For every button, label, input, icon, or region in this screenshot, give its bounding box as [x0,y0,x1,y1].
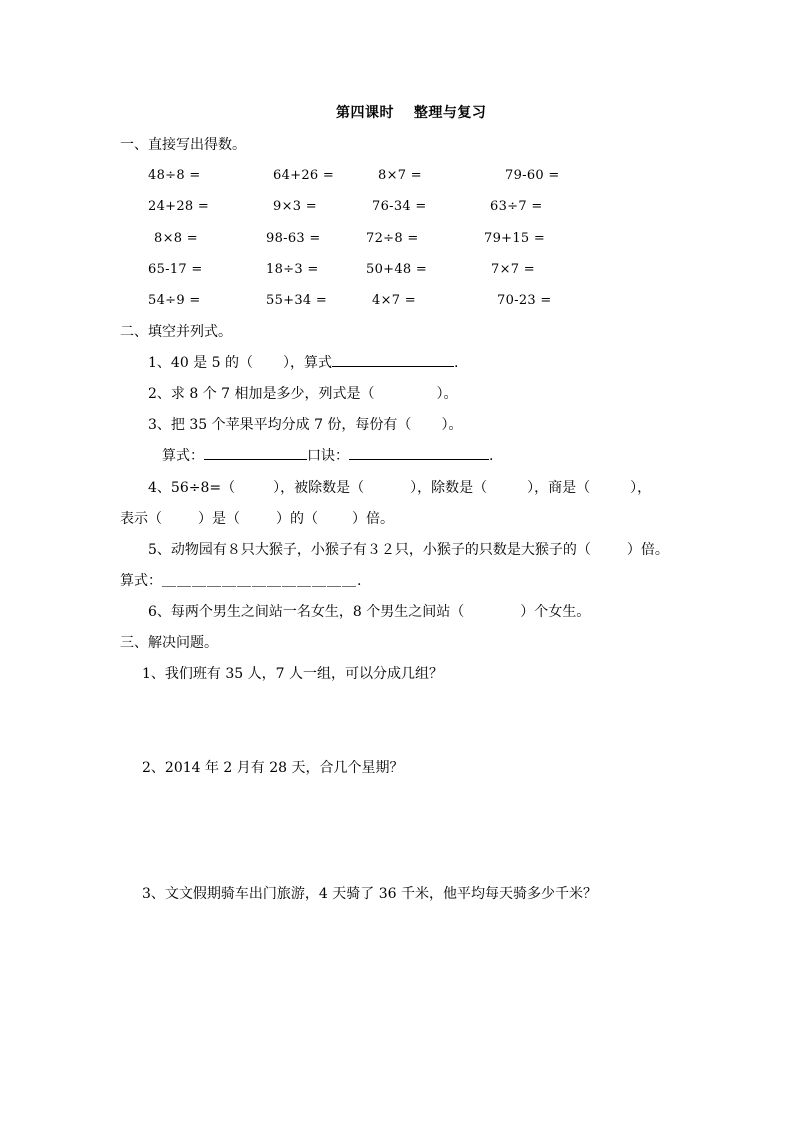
section-1-heading: 一、直接写出得数。 [120,137,246,153]
q3b-label-rhyme: 口诀： [307,448,349,464]
calc-item: 9×3 = [273,199,317,214]
problem-3: 3、文文假期骑车出门旅游，4 天骑了 36 千米，他平均每天骑多少千米？ [142,886,597,902]
q5-text-a: 5、动物园有８只大猴子，小猴子有３２只，小猴子的只数是大猴子的（ [148,542,591,558]
q4-text-d: ），商是（ [527,480,591,496]
section-3-heading: 三、解决问题。 [120,635,218,651]
question-2-5-formula [120,572,361,590]
calc-item: 50+48 = [366,262,428,277]
calc-item: 7×7 = [491,262,535,277]
question-2-3-lines [162,447,493,465]
question-2-4-cont [120,510,394,528]
calc-item: 8×8 = [154,231,198,246]
question-2-3 [148,416,462,434]
q4b-text-c: ）的（ [276,511,318,527]
calc-item: 76-34 = [372,199,427,214]
q5-text-b: ）倍。 [626,542,669,558]
calc-item: 24+28 = [148,199,210,214]
q3b-period: . [489,448,494,464]
question-2-4 [148,479,651,497]
section-2-heading: 二、填空并列式。 [120,324,232,340]
q6-text-b: ）个女生。 [520,604,591,620]
q2-text-b: ）。 [436,386,458,402]
rhyme-underline[interactable] [349,447,489,460]
calc-item: 72÷8 = [366,231,419,246]
q5b-label: 算式： [120,573,162,589]
calc-item: 65-17 = [148,262,203,277]
question-2-6 [148,603,590,621]
q4-text-b: ），被除数是（ [273,480,365,496]
question-2-1 [148,354,458,372]
formula-dash-line[interactable]: ＿＿＿＿＿＿＿＿＿＿＿＿＿ [162,573,357,589]
formula-underline[interactable] [204,447,307,460]
calc-item: 70-23 = [497,293,552,308]
question-2-5 [148,541,669,559]
problem-1: 1、我们班有 35 人，7 人一组，可以分成几组？ [142,666,443,682]
q3b-label-formula: 算式： [162,448,204,464]
q1-text-a: 1、40 是 5 的（ [148,355,253,371]
calc-item: 64+26 = [273,168,335,183]
q1-text-b: ），算式 [282,355,332,371]
page-title: 第四课时 整理与复习 [336,105,487,121]
calc-item: 8×7 = [378,168,422,183]
calc-item: 55+34 = [266,293,328,308]
calc-item: 79+15 = [484,231,546,246]
problem-2: 2、2014 年 2 月有 28 天，合几个星期？ [142,760,404,776]
calc-item: 48÷8 = [148,168,201,183]
q3-text-b: ）。 [441,417,463,433]
q2-text-a: 2、求 8 个 7 相加是多少，列式是（ [148,386,375,402]
formula-underline[interactable] [332,354,454,367]
calc-item: 79-60 = [505,168,560,183]
q4b-text-d: ）倍。 [352,511,394,527]
q3-text-a: 3、把 35 个苹果平均分成 7 份，每份有（ [148,417,412,433]
q1-text-c: . [453,355,459,371]
q4-text-e: ）， [630,480,652,496]
calc-item: 54÷9 = [148,293,201,308]
q5b-period: . [357,573,362,589]
question-2-2 [148,385,458,403]
calc-item: 98-63 = [266,231,321,246]
calc-item: 18÷3 = [266,262,319,277]
q6-text-a: 6、每两个男生之间站一名女生，8 个男生之间站（ [148,604,465,620]
q4-text-a: 4、56÷8=（ [148,480,236,496]
q4b-text-b: ）是（ [198,511,240,527]
calc-item: 4×7 = [372,293,416,308]
calc-item: 63÷7 = [490,199,543,214]
q4b-text-a: 表示（ [120,511,162,527]
q4-text-c: ），除数是（ [410,480,488,496]
